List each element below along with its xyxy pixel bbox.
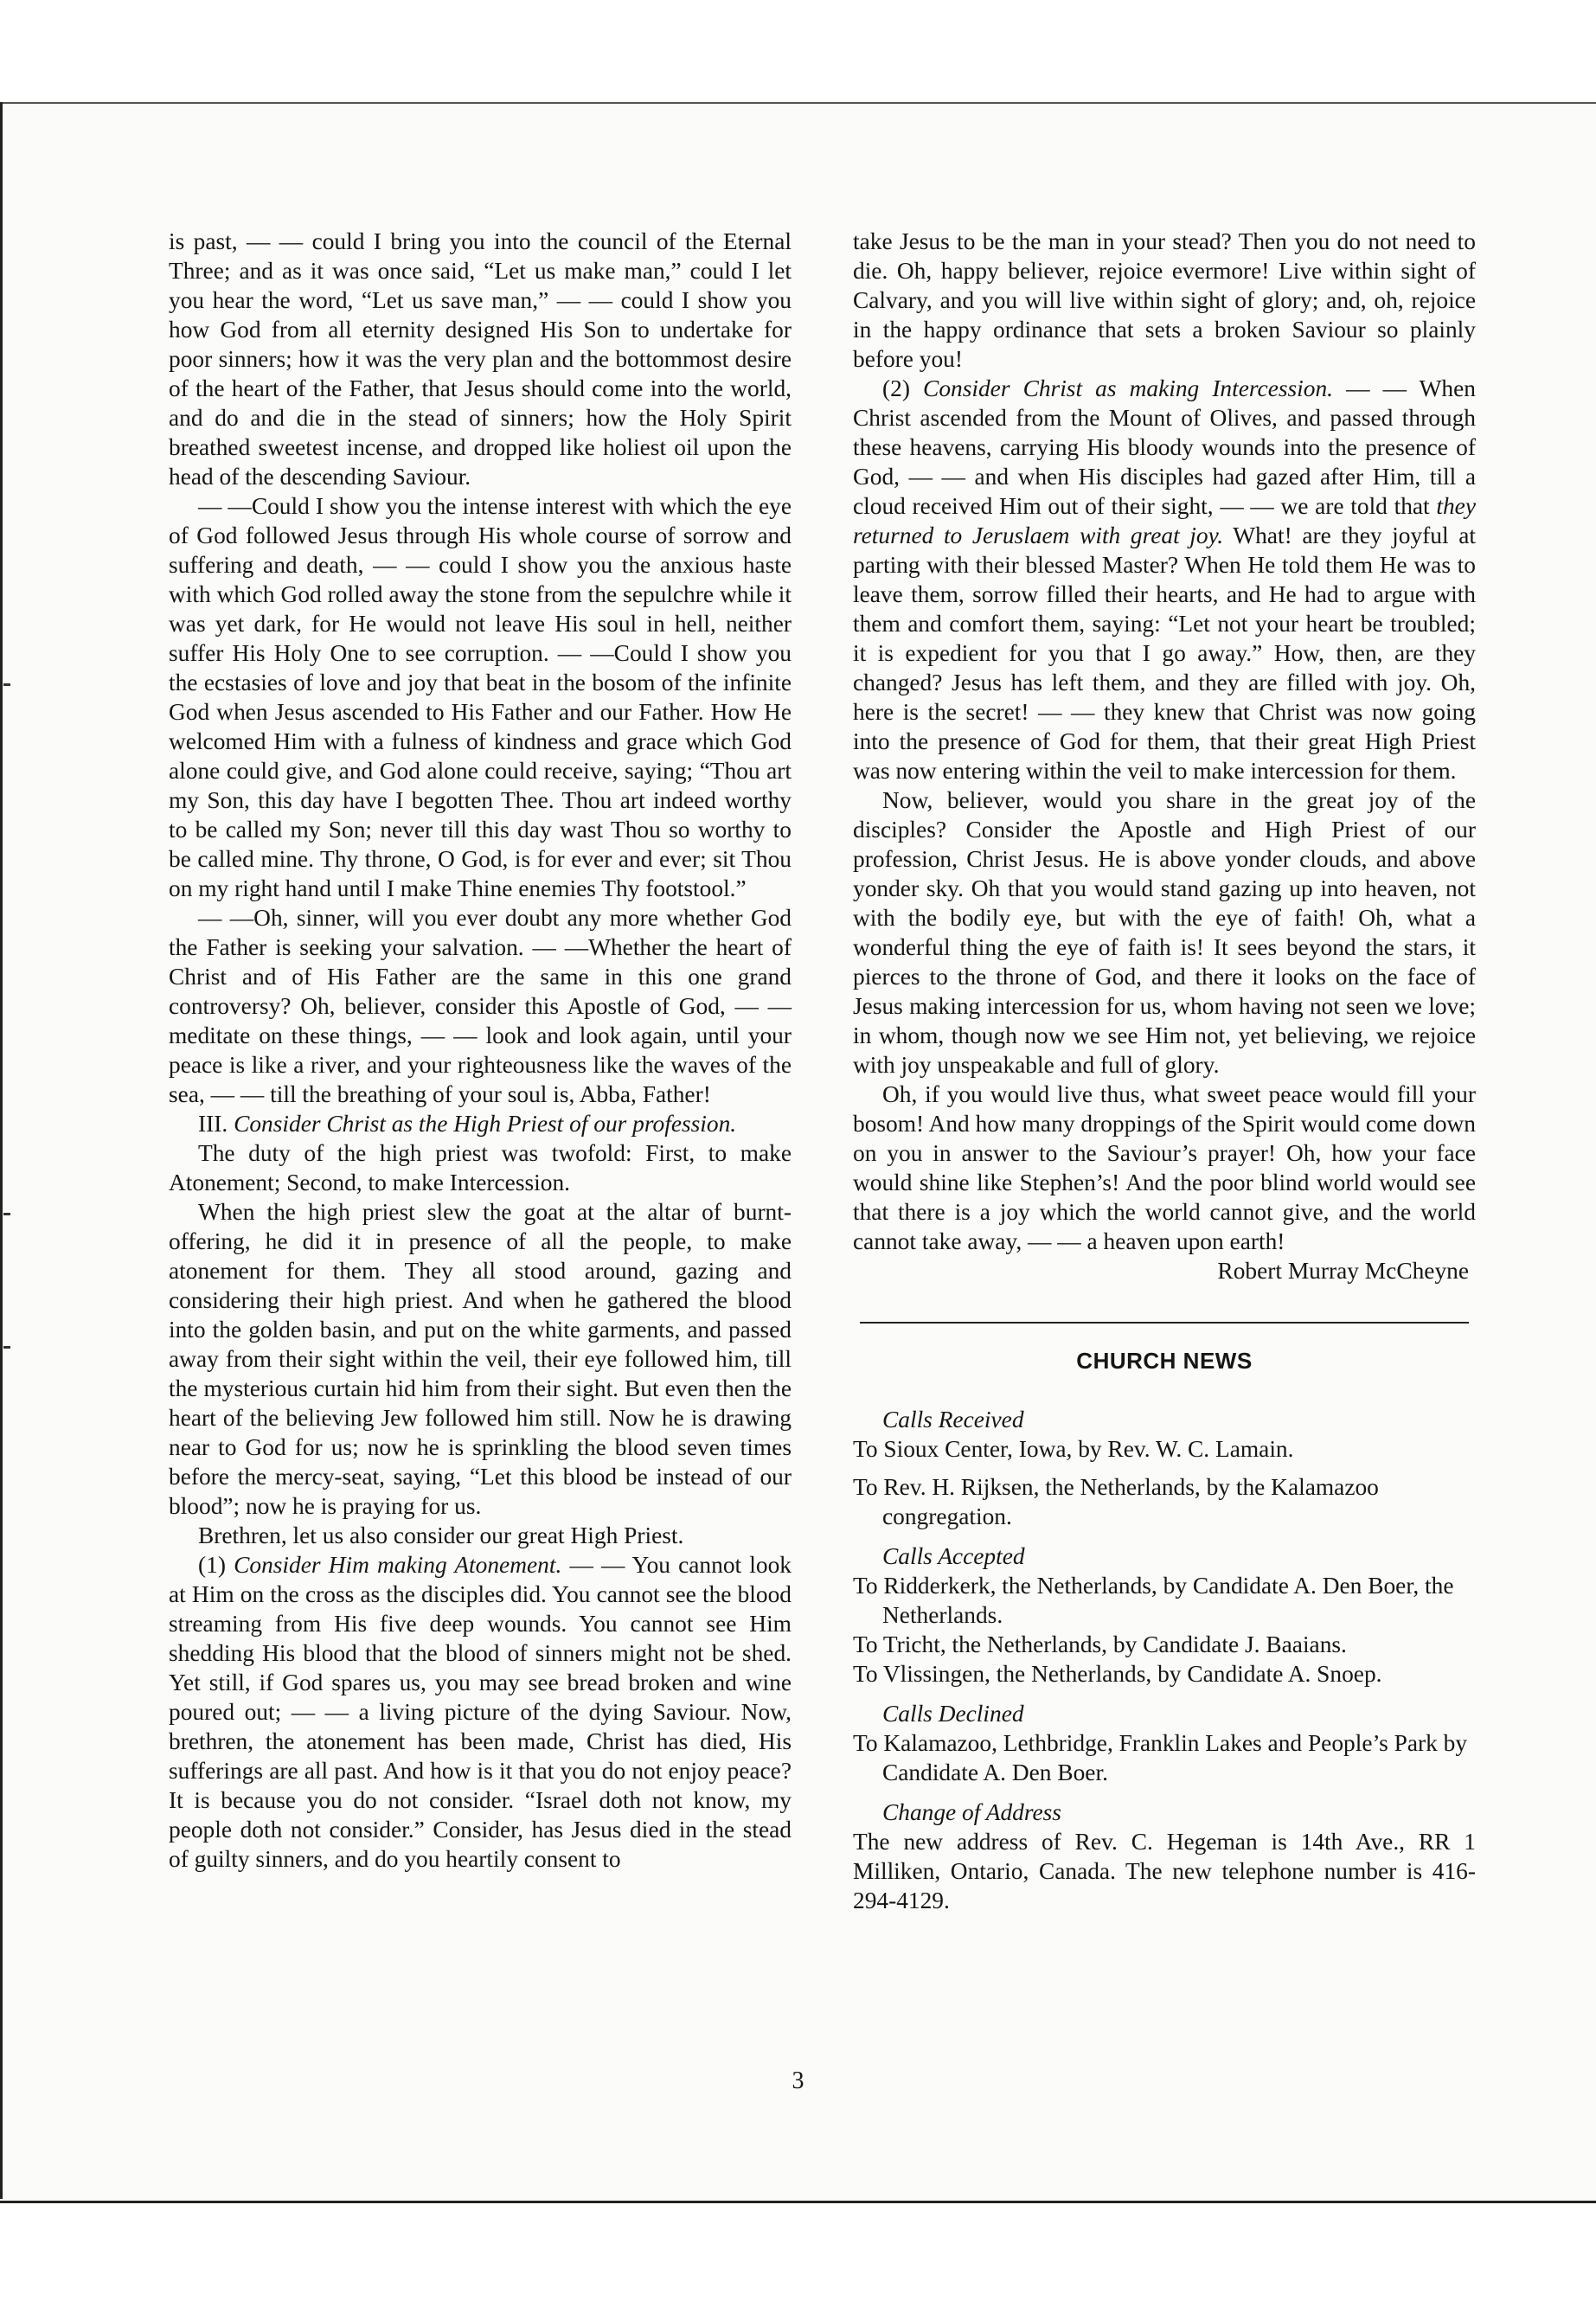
section-divider bbox=[860, 1322, 1469, 1324]
paragraph: take Jesus to be the man in your stead? Then you do not need to die. Oh, happy believer, rejoice evermore! Live within sight of Calvary, and you will live within sight of glory; and, oh, rejoice in the happy ordinance that sets a broken Saviour so plainly before you! bbox=[853, 228, 1476, 372]
margin-tick bbox=[3, 1346, 10, 1349]
margin-tick bbox=[3, 683, 10, 686]
subsection-title: Consider Christ as making Intercession. bbox=[923, 375, 1334, 401]
paragraph: Brethren, let us also consider our great High Priest. bbox=[198, 1522, 684, 1548]
page-number: 3 bbox=[792, 2067, 804, 2094]
paragraph-body: — — You cannot look at Him on the cross as the disciples did. You cannot see the blood streaming from His five deep wounds. You cannot see Him shedding His blood that the blood of sinners might not be shed. Yet still, if God spares us, you may see bread broken and wine poured out; — — a living picture of the dying Saviour. Now, brethren, the atonement has been made, Christ has died, His sufferings are all past. And how is it that you do not enjoy peace? It is because you do not consider. “Israel doth not know, my people doth not consider.” Consider, has Jesus died in the stead of guilty sinners, and do you heartily consent to bbox=[169, 1552, 792, 1872]
left-column bbox=[169, 227, 792, 1874]
subsection-label: (1) bbox=[198, 1552, 226, 1578]
paragraph: Oh, if you would live thus, what sweet peace would fill your bosom! And how many droppings of the Spirit would come down on you in answer to the Saviour’s prayer! Oh, how your face would shine like Stephen’s! And the poor blind world would see that there is a joy which the world cannot give, and the world cannot take away, — — a heaven upon earth! bbox=[853, 1081, 1476, 1254]
paragraph: is past, — — could I bring you into the council of the Eternal Three; and as it was once said, “Let us make man,” could I let you hear the word, “Let us save man,” — — could I show you how God from all eternity designed His Son to undertake for poor sinners; how it was the very plan and the bottommost desire of the heart of the Father, that Jesus should come into the world, and do and die in the stead of sinners; how the Holy Spirit breathed sweetest incense, and dropped like holiest oil upon the head of the descending Saviour. bbox=[169, 228, 792, 490]
scripture-quote: they returned to Jeruslaem with great joy. bbox=[853, 493, 1476, 548]
news-item: To Kalamazoo, Lethbridge, Franklin Lakes and People’s Park by Candidate A. Den Boer. bbox=[853, 1730, 1468, 1785]
margin-tick bbox=[3, 1213, 10, 1215]
section-label: III. bbox=[198, 1111, 228, 1137]
paragraph bbox=[853, 374, 1476, 785]
news-item: To Sioux Center, Iowa, by Rev. W. C. Lamain. bbox=[853, 1436, 1294, 1462]
subsection-label: (2) bbox=[882, 375, 910, 401]
paragraph: When the high priest slew the goat at the altar of burnt-offering, he did it in presence of all the people, to make atonement for them. They all stood around, gazing and considering their high priest. And when he gathered the blood into the golden basin, and put on the white garments, and passed away from their sight within the veil, their eye followed him, till the mysterious curtain hid him from their sight. But even then the heart of the believing Jew followed him still. Now he is drawing near to God for us; now he is sprinkling the blood seven times before the mercy-seat, saying, “Let this blood be instead of our blood”; now he is praying for us. bbox=[169, 1199, 792, 1519]
paragraph-body: What! are they joyful at parting with their blessed Master? When He told them He was to leave them, sorrow filled their hearts, and He had to argue with them and comfort them, saying: “Let not your heart be troubled; it is expedient for you that I go away.” How, then, are they changed? Jesus has left them, and they are filled with joy. Oh, here is the secret! — — they knew that Christ was now going into the presence of God for them, that their great High Priest was now entering within the veil to make intercession for them. bbox=[853, 522, 1476, 784]
paragraph-body: — — When Christ ascended from the Mount of Olives, and passed through these heavens, carrying His bloody wounds into the presence of God, — — and when His disciples had gazed after Him, till a cloud received Him out of their sight, — — we are told that bbox=[853, 375, 1476, 519]
paragraph bbox=[169, 1550, 792, 1874]
section-title: Consider Christ as the High Priest of our profession. bbox=[234, 1111, 737, 1137]
news-heading: Calls Received bbox=[882, 1407, 1024, 1433]
news-item: The new address of Rev. C. Hegeman is 14th Ave., RR 1 Milliken, Ontario, Canada. The new telephone number is 416-294-4129. bbox=[853, 1829, 1476, 1913]
paragraph: Now, believer, would you share in the great joy of the disciples? Consider the Apostle and High Priest of our profession, Christ Jesus. He is above yonder clouds, and above yonder sky. Oh that you would stand gazing up into heaven, not with the bodily eye, but with the eye of faith! Oh, what a wonderful thing the eye of faith is! It sees beyond the stars, it pierces to the throne of God, and there it looks on the face of Jesus making intercession for us, whom having not seen we love; in whom, though now we see Him not, yet believing, we rejoice with joy unspeakable and full of glory. bbox=[853, 787, 1476, 1078]
page-left-edge bbox=[0, 102, 3, 2199]
news-item: To Rev. H. Rijksen, the Netherlands, by the Kalamazoo congregation. bbox=[853, 1474, 1379, 1529]
news-item: To Ridderkerk, the Netherlands, by Candidate A. Den Boer, the Netherlands. bbox=[853, 1573, 1454, 1628]
news-heading: Calls Declined bbox=[882, 1701, 1024, 1727]
paragraph: — —Oh, sinner, will you ever doubt any more whether God the Father is seeking your salvation. — —Whether the heart of Christ and of His Father are the same in this one grand controversy? Oh, believer, consider this Apostle of God, — — meditate on these things, — — look and look again, until your peace is like a river, and your righteousness like the waves of the sea, — — till the breathing of your soul is, Abba, Father! bbox=[169, 905, 792, 1107]
church-news-title: CHURCH NEWS bbox=[1076, 1348, 1253, 1374]
news-heading: Change of Address bbox=[882, 1799, 1061, 1825]
right-column bbox=[853, 227, 1476, 1915]
subsection-title: Consider Him making Atonement. bbox=[234, 1552, 562, 1578]
author-signature: Robert Murray McCheyne bbox=[1217, 1258, 1469, 1284]
paragraph: — —Could I show you the intense interest with which the eye of God followed Jesus through His whole course of sorrow and suffering and death, — — could I show you the anxious haste with which God rolled away the stone from the sepulchre while it was yet dark, for He would not leave His soul in hell, neither suffer His Holy One to see corruption. — —Could I show you the ecstasies of love and joy that beat in the bosom of the infinite God when Jesus ascended to His Father and our Father. How He welcomed Him with a fulness of kindness and grace which God alone could give, and God alone could receive, saying; “Thou art my Son, this day have I begotten Thee. Thou art indeed worthy to be called my Son; never till this day wast Thou so worthy to be called mine. Thy throne, O God, is for ever and ever; sit Thou on my right hand until I make Thine enemies Thy footstool.” bbox=[169, 493, 792, 901]
section-heading bbox=[169, 1109, 792, 1138]
news-heading: Calls Accepted bbox=[882, 1543, 1025, 1569]
news-item: To Vlissingen, the Netherlands, by Candidate A. Snoep. bbox=[853, 1661, 1382, 1687]
paragraph: The duty of the high priest was twofold: First, to make Atonement; Second, to make Intercession. bbox=[169, 1140, 792, 1195]
church-news-section bbox=[853, 1405, 1476, 1915]
news-item: To Tricht, the Netherlands, by Candidate J. Baaians. bbox=[853, 1631, 1347, 1657]
